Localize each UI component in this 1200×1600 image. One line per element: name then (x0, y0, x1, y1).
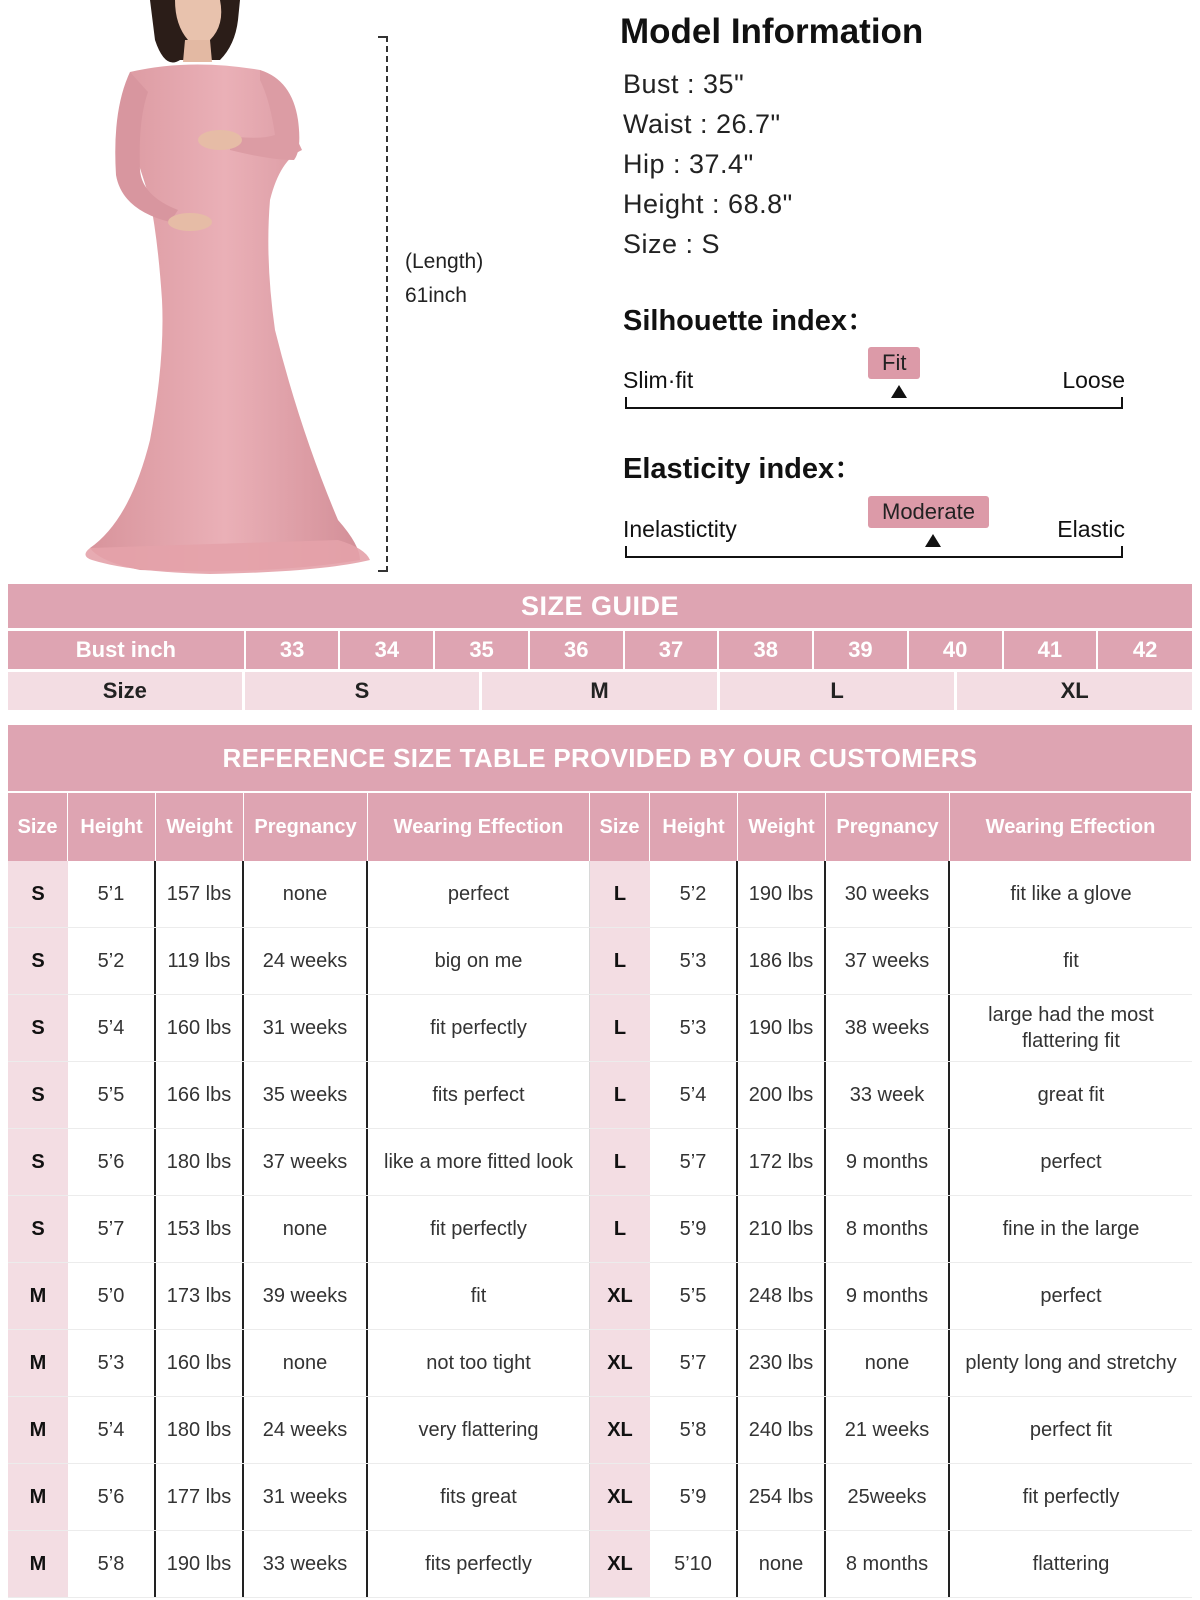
cell-size: S (8, 1062, 68, 1128)
bust-value: 42 (1098, 631, 1192, 669)
cell-size: L (590, 928, 650, 994)
cell-wearing-effection: fit (368, 1263, 590, 1329)
cell-weight: 153 lbs (156, 1196, 244, 1262)
cell-weight: 157 lbs (156, 861, 244, 927)
cell-pregnancy: 24 weeks (244, 928, 368, 994)
cell-wearing-effection: fit (1063, 950, 1079, 972)
spec-waist: Waist : 26.7" (623, 109, 781, 139)
bust-value: 38 (719, 631, 814, 669)
cell-wearing-effection: fit like a glove (1010, 883, 1132, 905)
cell-height: 5’10 (650, 1531, 738, 1597)
cell-pregnancy: 25weeks (826, 1464, 950, 1530)
neck (183, 40, 212, 62)
cell-height: 5’8 (68, 1531, 156, 1597)
size-guide-title: SIZE GUIDE (8, 584, 1192, 628)
cell-wearing-effection: fit perfectly (1022, 1486, 1120, 1508)
elasticity-axis (625, 546, 1123, 558)
cell-pregnancy: 37 weeks (244, 1129, 368, 1195)
cell-height: 5’2 (650, 861, 738, 927)
cell-pregnancy: 8 months (826, 1196, 950, 1262)
cell-size: L (590, 1062, 650, 1128)
cell-size: M (8, 1397, 68, 1463)
bust-value: 33 (246, 631, 341, 669)
cell-weight: 230 lbs (738, 1330, 826, 1396)
cell-size: L (590, 1129, 650, 1195)
reference-table (8, 725, 1192, 1598)
length-label: (Length) (405, 250, 484, 273)
length-value: 61inch (405, 284, 467, 307)
size-xl: XL (957, 672, 1192, 710)
cell-size: M (8, 1330, 68, 1396)
cell-pregnancy: 24 weeks (244, 1397, 368, 1463)
cell-weight: 186 lbs (738, 928, 826, 994)
header-height: Height (650, 793, 738, 861)
silhouette-axis (625, 397, 1123, 409)
cell-wearing-effection: perfect (1040, 1151, 1102, 1173)
cell-weight: 177 lbs (156, 1464, 244, 1530)
cell-wearing-effection: great fit (1037, 1084, 1105, 1106)
cell-weight: 119 lbs (156, 928, 244, 994)
cell-weight: none (738, 1531, 826, 1597)
cell-pregnancy: 8 months (826, 1531, 950, 1597)
cell-pregnancy: none (244, 861, 368, 927)
spec-size: Size : S (623, 229, 721, 259)
cell-pregnancy: none (826, 1330, 950, 1396)
cell-pregnancy: 21 weeks (826, 1397, 950, 1463)
cell-height: 5’8 (650, 1397, 738, 1463)
table-row (8, 1062, 1192, 1129)
cell-size: XL (590, 1464, 650, 1530)
header-size: Size (8, 793, 68, 861)
cell-weight: 173 lbs (156, 1263, 244, 1329)
cell-pregnancy: 33 weeks (244, 1531, 368, 1597)
cell-wearing-effection: not too tight (368, 1330, 590, 1396)
cell-size: XL (590, 1263, 650, 1329)
cell-weight: 248 lbs (738, 1263, 826, 1329)
elasticity-marker-icon (925, 534, 941, 547)
silhouette-right-label: Loose (1062, 367, 1125, 393)
elasticity-title: Elasticity index： (623, 453, 864, 485)
cell-size: S (8, 861, 68, 927)
cell-size: S (8, 928, 68, 994)
table-row (8, 1330, 1192, 1397)
table-row (8, 861, 1192, 928)
cell-height: 5’5 (650, 1263, 738, 1329)
cell-height: 5’1 (68, 861, 156, 927)
cell-pregnancy: 37 weeks (826, 928, 950, 994)
cell-pregnancy: none (244, 1196, 368, 1262)
cell-wearing-effection: perfect fit (1029, 1419, 1113, 1441)
elasticity-left-label: Inelastictity (623, 516, 737, 542)
cell-weight: 190 lbs (156, 1531, 244, 1597)
cell-pregnancy: 38 weeks (826, 995, 950, 1061)
cell-pregnancy: 39 weeks (244, 1263, 368, 1329)
spec-height: Height : 68.8" (623, 189, 793, 219)
cell-wearing-effection: perfect (1040, 1285, 1102, 1307)
cell-wearing-effection: very flattering (368, 1397, 590, 1463)
cell-height: 5’6 (68, 1464, 156, 1530)
table-row (8, 1196, 1192, 1263)
table-row (8, 928, 1192, 995)
cell-size: M (8, 1464, 68, 1530)
silhouette-marker-icon (891, 385, 907, 398)
spec-bust: Bust : 35" (623, 69, 745, 99)
size-m: M (482, 672, 720, 710)
cell-height: 5’9 (650, 1464, 738, 1530)
bust-value: 37 (625, 631, 720, 669)
cell-weight: 210 lbs (738, 1196, 826, 1262)
silhouette-title: Silhouette index： (623, 305, 876, 337)
cell-size: L (590, 861, 650, 927)
cell-weight: 240 lbs (738, 1397, 826, 1463)
cell-height: 5’3 (68, 1330, 156, 1396)
cell-height: 5’0 (68, 1263, 156, 1329)
header-wearing-effection: Wearing Effection (368, 793, 590, 861)
size-label: Size (8, 672, 245, 710)
cell-pregnancy: 30 weeks (826, 861, 950, 927)
cell-wearing-effection: large had the most flattering fit (988, 1004, 1154, 1052)
cell-weight: 200 lbs (738, 1062, 826, 1128)
silhouette-left-label: Slim·fit (623, 367, 694, 393)
cell-size: L (590, 995, 650, 1061)
cell-pregnancy: none (244, 1330, 368, 1396)
elasticity-selected: Moderate (868, 496, 989, 528)
cell-pregnancy: 31 weeks (244, 995, 368, 1061)
cell-pregnancy: 33 week (826, 1062, 950, 1128)
size-row (8, 672, 1192, 710)
cell-size: L (590, 1196, 650, 1262)
table-row (8, 1129, 1192, 1196)
bust-label: Bust inch (8, 631, 246, 669)
elasticity-scale (623, 496, 1125, 566)
cell-height: 5’3 (650, 995, 738, 1061)
model-specs (623, 64, 793, 264)
cell-weight: 190 lbs (738, 861, 826, 927)
cell-weight: 166 lbs (156, 1062, 244, 1128)
cell-height: 5’6 (68, 1129, 156, 1195)
size-guide (8, 584, 1192, 710)
cell-weight: 160 lbs (156, 1330, 244, 1396)
cell-wearing-effection: like a more fitted look (368, 1129, 590, 1195)
cell-wearing-effection: fits perfect (368, 1062, 590, 1128)
cell-wearing-effection: fit perfectly (368, 1196, 590, 1262)
cell-size: M (8, 1263, 68, 1329)
cell-height: 5’4 (68, 1397, 156, 1463)
bust-value: 35 (435, 631, 530, 669)
cell-size: XL (590, 1531, 650, 1597)
cell-pregnancy: 31 weeks (244, 1464, 368, 1530)
silhouette-selected: Fit (868, 347, 920, 379)
model-info-title: Model Information (620, 12, 924, 51)
cell-wearing-effection: fits perfectly (368, 1531, 590, 1597)
cell-wearing-effection: plenty long and stretchy (965, 1352, 1177, 1374)
cell-size: M (8, 1531, 68, 1597)
length-dimension-line (386, 36, 388, 572)
elasticity-right-label: Elastic (1057, 516, 1125, 542)
cell-height: 5’7 (650, 1129, 738, 1195)
reference-header-row (8, 791, 1192, 861)
reference-body (8, 861, 1192, 1598)
model-photo (70, 0, 390, 575)
bust-value: 34 (340, 631, 435, 669)
cell-height: 5’2 (68, 928, 156, 994)
cell-wearing-effection: big on me (368, 928, 590, 994)
cell-wearing-effection: fine in the large (1002, 1218, 1140, 1240)
table-row (8, 1263, 1192, 1330)
cell-wearing-effection: fits great (368, 1464, 590, 1530)
cell-pregnancy: 35 weeks (244, 1062, 368, 1128)
table-row (8, 1531, 1192, 1598)
cell-wearing-effection: flattering (1032, 1553, 1110, 1575)
cell-height: 5’5 (68, 1062, 156, 1128)
header-height: Height (68, 793, 156, 861)
cell-weight: 190 lbs (738, 995, 826, 1061)
reference-title: REFERENCE SIZE TABLE PROVIDED BY OUR CUSTOMERS (8, 725, 1192, 791)
cell-pregnancy: 9 months (826, 1129, 950, 1195)
cell-height: 5’7 (68, 1196, 156, 1262)
cell-height: 5’7 (650, 1330, 738, 1396)
bust-value: 39 (814, 631, 909, 669)
cell-weight: 254 lbs (738, 1464, 826, 1530)
table-row (8, 1464, 1192, 1531)
header-weight: Weight (738, 793, 826, 861)
spec-hip: Hip : 37.4" (623, 149, 754, 179)
size-l: L (720, 672, 958, 710)
cell-size: S (8, 1129, 68, 1195)
table-row (8, 995, 1192, 1062)
header-size: Size (590, 793, 650, 861)
cell-size: XL (590, 1330, 650, 1396)
cell-height: 5’3 (650, 928, 738, 994)
header-wearing-effection: Wearing Effection (950, 793, 1192, 861)
header-pregnancy: Pregnancy (826, 793, 950, 861)
cell-weight: 180 lbs (156, 1129, 244, 1195)
cell-wearing-effection: perfect (368, 861, 590, 927)
cell-height: 5’4 (650, 1062, 738, 1128)
cell-weight: 160 lbs (156, 995, 244, 1061)
cell-wearing-effection: fit perfectly (368, 995, 590, 1061)
table-row (8, 1397, 1192, 1464)
bust-row (8, 631, 1192, 669)
cell-pregnancy: 9 months (826, 1263, 950, 1329)
silhouette-scale (623, 347, 1125, 417)
cell-size: S (8, 995, 68, 1061)
cell-weight: 180 lbs (156, 1397, 244, 1463)
cell-size: S (8, 1196, 68, 1262)
header-pregnancy: Pregnancy (244, 793, 368, 861)
header-weight: Weight (156, 793, 244, 861)
bust-value: 41 (1004, 631, 1099, 669)
cell-size: XL (590, 1397, 650, 1463)
cell-height: 5’9 (650, 1196, 738, 1262)
bust-value: 36 (530, 631, 625, 669)
cell-weight: 172 lbs (738, 1129, 826, 1195)
size-s: S (245, 672, 483, 710)
cell-height: 5’4 (68, 995, 156, 1061)
bust-value: 40 (909, 631, 1004, 669)
